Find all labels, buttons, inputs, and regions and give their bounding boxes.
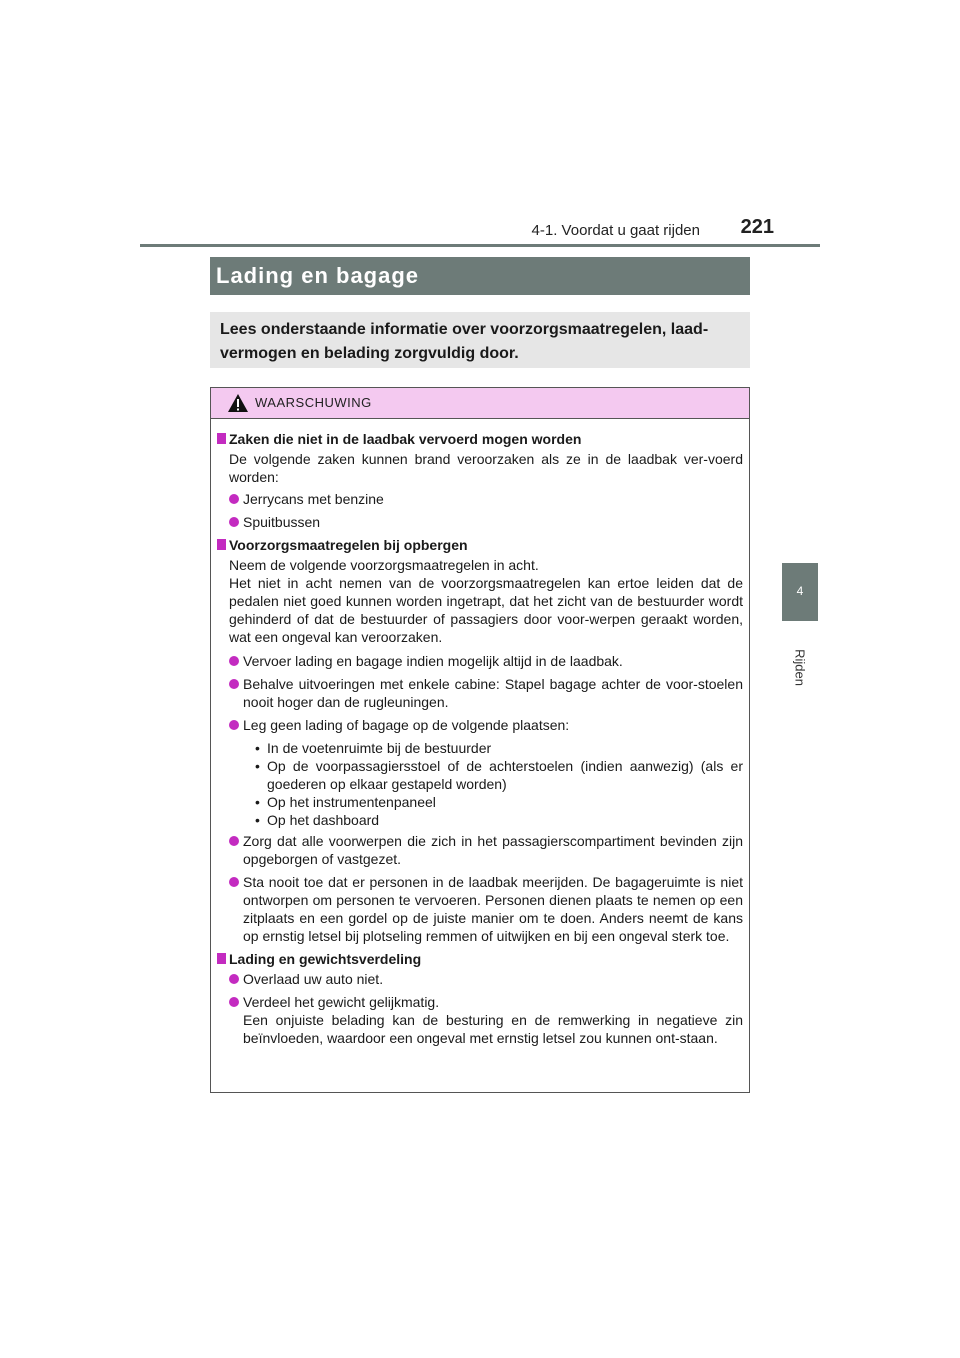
chapter-title-vertical: [782, 649, 818, 710]
list-item-continuation: Een onjuiste belading kan de besturing en de remwerking in negatieve zin beïnvloeden, waardoor een ongeval met ernstig letsel zou kunnen ont-staan.: [243, 1012, 743, 1046]
warning-body: [211, 419, 749, 1047]
page-number: 221: [740, 216, 774, 238]
section-heading: Voorzorgsmaatregelen bij opbergen: [217, 536, 743, 554]
circle-bullet-icon: [229, 494, 239, 504]
circle-bullet-icon: [229, 974, 239, 984]
intro-box: Lees onderstaande informatie over voorzorgsmaatregelen, laad-vermogen en belading zorgvuldig door.: [210, 312, 750, 368]
sub-list-item: • Op de voorpassagiersstoel of de achterstoelen (indien aanwezig) (als er goederen op elkaar gestapeld worden): [255, 758, 743, 792]
list-item: Sta nooit toe dat er personen in de laadbak meerijden. De bagageruimte is niet ontworpen om personen te vervoeren. Personen dienen plaats te nemen op een zitplaats en een gordel op de juiste manier om te doen. Anders neemt de kans op ernstig letsel bij plotseling remmen of uitwijken en bij een ongeval sterk toe.: [229, 873, 743, 945]
header-rule: [140, 244, 820, 247]
warning-header: [211, 388, 749, 419]
section-heading: Lading en gewichtsverdeling: [217, 950, 743, 968]
section-title-bar: [210, 257, 750, 295]
paragraph: Het niet in acht nemen van de voorzorgsmaatregelen kan ertoe leiden dat de pedalen niet goed kunnen worden ingetrapt, dat het zicht van de bestuurder wordt gehinderd of dat de bestuurder of passagiers door voor-werpen geraakt worden, wat een ongeval kan veroorzaken.: [229, 575, 743, 645]
paragraph: Neem de volgende voorzorgsmaatregelen in acht.: [229, 557, 539, 573]
list-item: Verdeel het gewicht gelijkmatig.: [229, 993, 743, 1011]
page-header: [140, 214, 820, 244]
circle-bullet-icon: [229, 997, 239, 1007]
chapter-title: Rijden: [792, 649, 808, 686]
square-bullet-icon: [217, 539, 226, 550]
list-item: Spuitbussen: [229, 513, 743, 531]
warning-triangle-icon: [227, 393, 249, 413]
list-item: Vervoer lading en bagage indien mogelijk altijd in de laadbak.: [229, 652, 743, 670]
chapter-tab: 4: [782, 563, 818, 621]
list-item: Overlaad uw auto niet.: [229, 970, 743, 988]
square-bullet-icon: [217, 953, 226, 964]
list-item: Jerrycans met benzine: [229, 490, 743, 508]
circle-bullet-icon: [229, 720, 239, 730]
list-item: Behalve uitvoeringen met enkele cabine: Stapel bagage achter de voor-stoelen nooit hoger dan de rugleuningen.: [229, 675, 743, 711]
list-item: Leg geen lading of bagage op de volgende plaatsen:: [229, 716, 743, 734]
circle-bullet-icon: [229, 656, 239, 666]
circle-bullet-icon: [229, 517, 239, 527]
sub-list-item: • Op het dashboard: [255, 812, 380, 828]
circle-bullet-icon: [229, 877, 239, 887]
paragraph: De volgende zaken kunnen brand veroorzaken als ze in de laadbak ver-voerd worden:: [229, 451, 743, 485]
circle-bullet-icon: [229, 679, 239, 689]
section-heading: Zaken die niet in de laadbak vervoerd mogen worden: [217, 430, 743, 448]
warning-label: WAARSCHUWING: [255, 395, 372, 410]
sub-list-item: • In de voetenruimte bij de bestuurder: [255, 740, 492, 756]
circle-bullet-icon: [229, 836, 239, 846]
sub-list-item: • Op het instrumentenpaneel: [255, 794, 436, 810]
square-bullet-icon: [217, 433, 226, 444]
section-label: 4-1. Voordat u gaat rijden: [531, 222, 700, 239]
list-item: Zorg dat alle voorwerpen die zich in het passagierscompartiment bevinden zijn opgeborgen of vastgezet.: [229, 832, 743, 868]
warning-box: [210, 387, 750, 1093]
section-title: Lading en bagage: [216, 263, 420, 288]
